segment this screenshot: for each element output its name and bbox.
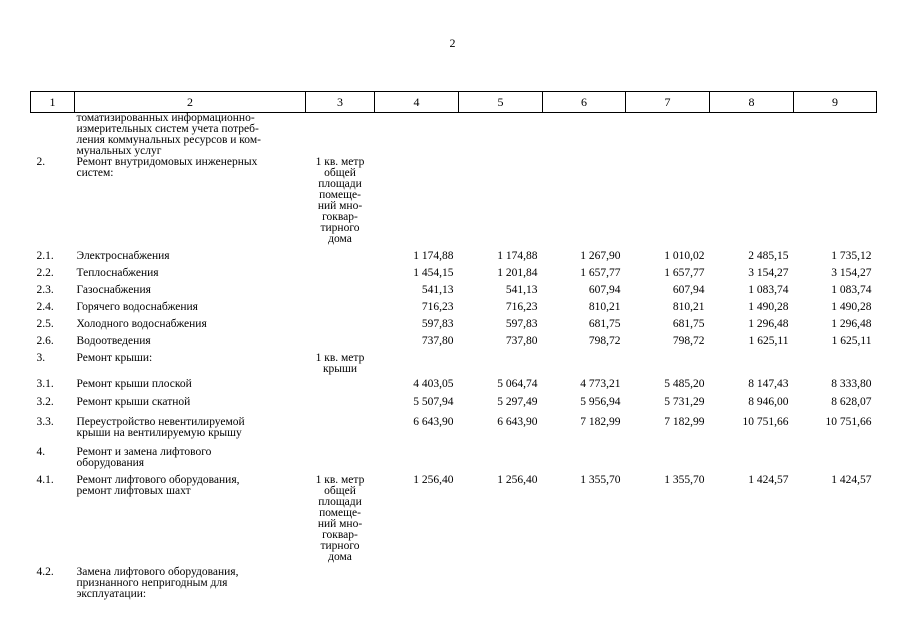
row-value: 597,83 bbox=[505, 318, 538, 330]
row-value bbox=[375, 353, 459, 379]
row-value: 1 201,84 bbox=[497, 267, 538, 279]
row-value: 1 256,40 bbox=[413, 474, 454, 486]
column-header: 1 bbox=[31, 92, 75, 113]
row-value: 10 751,66 bbox=[825, 416, 872, 428]
row-unit: 1 кв. метр крыши bbox=[315, 352, 365, 375]
row-value: 1 174,88 bbox=[497, 250, 538, 262]
row-value bbox=[375, 567, 459, 607]
row-unit bbox=[306, 567, 375, 607]
row-number: 2. bbox=[36, 156, 46, 168]
row-value: 5 731,29 bbox=[664, 396, 705, 408]
row-unit: 1 кв. метр общей площади помеще- ний мно- гоквар- тирного дома bbox=[315, 156, 365, 245]
row-value: 716,23 bbox=[505, 301, 538, 313]
row-value: 1 490,28 bbox=[748, 301, 789, 313]
row-value: 1 355,70 bbox=[580, 474, 621, 486]
row-value bbox=[710, 447, 794, 475]
row-name: Ремонт внутридомовых инженерных систем: bbox=[76, 156, 258, 179]
row-value: 1 267,90 bbox=[580, 250, 621, 262]
row-value: 3 154,27 bbox=[831, 267, 872, 279]
row-value: 681,75 bbox=[672, 318, 705, 330]
row-number: 2.4. bbox=[36, 301, 54, 313]
row-value: 1 657,77 bbox=[664, 267, 705, 279]
table-row bbox=[31, 285, 877, 302]
row-value: 1 083,74 bbox=[831, 284, 872, 296]
row-value bbox=[543, 113, 626, 158]
row-value: 5 956,94 bbox=[580, 396, 621, 408]
header-row bbox=[31, 92, 877, 113]
row-value: 1 625,11 bbox=[831, 335, 872, 347]
row-value: 10 751,66 bbox=[742, 416, 789, 428]
row-value bbox=[459, 157, 543, 251]
table-row bbox=[31, 417, 877, 447]
table-row bbox=[31, 397, 877, 417]
row-value: 1 010,02 bbox=[664, 250, 705, 262]
row-value: 8 628,07 bbox=[831, 396, 872, 408]
row-value: 1 355,70 bbox=[664, 474, 705, 486]
row-value: 4 773,21 bbox=[580, 378, 621, 390]
row-value bbox=[710, 113, 794, 158]
row-number: 2.1. bbox=[36, 250, 54, 262]
row-value bbox=[626, 353, 710, 379]
row-value bbox=[375, 113, 459, 158]
row-value: 607,94 bbox=[588, 284, 621, 296]
row-value bbox=[459, 447, 543, 475]
row-value bbox=[710, 157, 794, 251]
row-number: 3. bbox=[36, 352, 46, 364]
table-row bbox=[31, 268, 877, 285]
row-value: 541,13 bbox=[505, 284, 538, 296]
row-value bbox=[459, 113, 543, 158]
table-row bbox=[31, 447, 877, 475]
row-number: 4.1. bbox=[36, 474, 54, 486]
row-value: 607,94 bbox=[672, 284, 705, 296]
row-value: 1 174,88 bbox=[413, 250, 454, 262]
table-row bbox=[31, 336, 877, 353]
row-unit: 1 кв. метр общей площади помеще- ний мно- гоквар- тирного дома bbox=[315, 474, 365, 563]
row-value: 2 485,15 bbox=[748, 250, 789, 262]
row-value bbox=[626, 157, 710, 251]
row-value bbox=[459, 567, 543, 607]
row-unit bbox=[306, 379, 375, 397]
page-number: 2 bbox=[449, 36, 456, 50]
row-number: 3.3. bbox=[36, 416, 54, 428]
row-value: 1 657,77 bbox=[580, 267, 621, 279]
row-number: 3.1. bbox=[36, 378, 54, 390]
row-name: Замена лифтового оборудования, признанного непригодным для эксплуатации: bbox=[76, 566, 239, 600]
row-value: 4 403,05 bbox=[413, 378, 454, 390]
row-value: 1 454,15 bbox=[413, 267, 454, 279]
row-value: 798,72 bbox=[588, 335, 621, 347]
row-name: Ремонт крыши плоской bbox=[76, 378, 192, 390]
row-value: 1 625,11 bbox=[748, 335, 789, 347]
row-name: Холодного водоснабжения bbox=[76, 318, 207, 330]
table-row bbox=[31, 157, 877, 251]
row-value: 8 147,43 bbox=[748, 378, 789, 390]
row-value: 810,21 bbox=[588, 301, 621, 313]
row-value: 7 182,99 bbox=[664, 416, 705, 428]
row-value: 1 424,57 bbox=[831, 474, 872, 486]
row-name: Ремонт и замена лифтового оборудования bbox=[76, 446, 212, 469]
row-value: 1 296,48 bbox=[831, 318, 872, 330]
row-unit bbox=[306, 268, 375, 285]
row-name: Ремонт крыши скатной bbox=[76, 396, 191, 408]
row-value: 1 296,48 bbox=[748, 318, 789, 330]
row-value: 737,80 bbox=[421, 335, 454, 347]
table-body bbox=[31, 113, 877, 608]
row-number: 2.6. bbox=[36, 335, 54, 347]
row-name: Ремонт крыши: bbox=[76, 352, 153, 364]
table-row bbox=[31, 319, 877, 336]
row-value bbox=[794, 353, 877, 379]
row-unit bbox=[306, 397, 375, 417]
column-header: 3 bbox=[306, 92, 375, 113]
row-value bbox=[626, 447, 710, 475]
column-header: 7 bbox=[626, 92, 710, 113]
row-value: 5 064,74 bbox=[497, 378, 538, 390]
row-name: Переустройство невентилируемой крыши на вентилируемую крышу bbox=[76, 416, 245, 439]
row-name: Водоотведения bbox=[76, 335, 151, 347]
column-header: 5 bbox=[459, 92, 543, 113]
table-row bbox=[31, 251, 877, 268]
table-row bbox=[31, 567, 877, 607]
row-value: 8 333,80 bbox=[831, 378, 872, 390]
row-value bbox=[794, 447, 877, 475]
row-unit bbox=[306, 417, 375, 447]
column-header: 6 bbox=[543, 92, 626, 113]
column-header: 2 bbox=[75, 92, 306, 113]
row-value bbox=[626, 567, 710, 607]
row-value bbox=[794, 157, 877, 251]
table-row bbox=[31, 353, 877, 379]
cost-table bbox=[30, 91, 877, 607]
row-value: 6 643,90 bbox=[497, 416, 538, 428]
row-value: 3 154,27 bbox=[748, 267, 789, 279]
table-row bbox=[31, 475, 877, 567]
row-value bbox=[710, 567, 794, 607]
row-value bbox=[710, 353, 794, 379]
row-number bbox=[31, 113, 75, 158]
row-value: 810,21 bbox=[672, 301, 705, 313]
column-header: 9 bbox=[794, 92, 877, 113]
row-value: 798,72 bbox=[672, 335, 705, 347]
row-unit bbox=[306, 113, 375, 158]
row-value: 6 643,90 bbox=[413, 416, 454, 428]
row-value: 1 490,28 bbox=[831, 301, 872, 313]
row-value: 5 507,94 bbox=[413, 396, 454, 408]
row-number: 4. bbox=[36, 446, 46, 458]
row-value: 1 256,40 bbox=[497, 474, 538, 486]
row-value bbox=[794, 567, 877, 607]
row-number: 3.2. bbox=[36, 396, 54, 408]
table-row bbox=[31, 302, 877, 319]
column-header: 4 bbox=[375, 92, 459, 113]
row-value: 7 182,99 bbox=[580, 416, 621, 428]
row-value bbox=[543, 447, 626, 475]
row-unit bbox=[306, 447, 375, 475]
row-name: Электроснабжения bbox=[76, 250, 170, 262]
row-value: 541,13 bbox=[421, 284, 454, 296]
row-value: 681,75 bbox=[588, 318, 621, 330]
row-value bbox=[459, 353, 543, 379]
row-value: 5 297,49 bbox=[497, 396, 538, 408]
row-value bbox=[543, 353, 626, 379]
row-value: 1 424,57 bbox=[748, 474, 789, 486]
row-value bbox=[375, 157, 459, 251]
row-value: 737,80 bbox=[505, 335, 538, 347]
row-name: Горячего водоснабжения bbox=[76, 301, 198, 313]
row-unit bbox=[306, 285, 375, 302]
row-value bbox=[375, 447, 459, 475]
row-name: Теплоснабжения bbox=[76, 267, 159, 279]
row-name: томатизированных информационно- измерительных систем учета потреб- ления коммунальных ресурсов и ком- мунальных услуг bbox=[76, 112, 261, 157]
row-number: 4.2. bbox=[36, 566, 54, 578]
row-name: Ремонт лифтового оборудования, ремонт лифтовых шахт bbox=[76, 474, 240, 497]
row-unit bbox=[306, 251, 375, 268]
row-unit bbox=[306, 302, 375, 319]
row-value bbox=[543, 567, 626, 607]
row-number: 2.5. bbox=[36, 318, 54, 330]
row-value bbox=[794, 113, 877, 158]
row-name: Газоснабжения bbox=[76, 284, 151, 296]
row-unit bbox=[306, 319, 375, 336]
row-unit bbox=[306, 336, 375, 353]
table-row bbox=[31, 113, 877, 158]
row-value: 597,83 bbox=[421, 318, 454, 330]
table-row bbox=[31, 379, 877, 397]
row-value: 5 485,20 bbox=[664, 378, 705, 390]
row-value: 716,23 bbox=[421, 301, 454, 313]
column-header: 8 bbox=[710, 92, 794, 113]
row-value bbox=[543, 157, 626, 251]
row-number: 2.3. bbox=[36, 284, 54, 296]
row-value: 8 946,00 bbox=[748, 396, 789, 408]
row-number: 2.2. bbox=[36, 267, 54, 279]
row-value bbox=[626, 113, 710, 158]
row-value: 1 083,74 bbox=[748, 284, 789, 296]
row-value: 1 735,12 bbox=[831, 250, 872, 262]
